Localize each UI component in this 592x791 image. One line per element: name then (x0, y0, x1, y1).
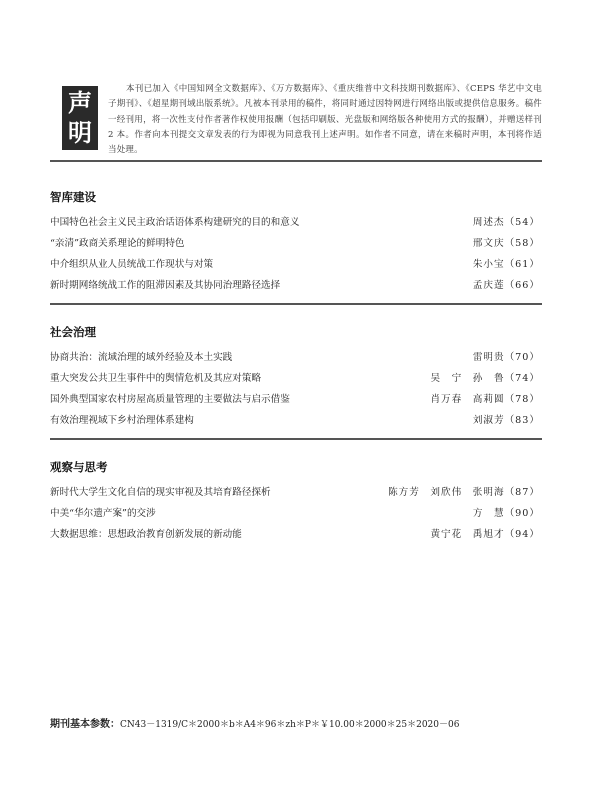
copyright-notice (62, 76, 542, 154)
toc-entry[interactable] (50, 410, 542, 431)
article-authors: 周述杰（54） (472, 217, 540, 228)
article-authors: 方 慧（90） (472, 508, 540, 519)
toc-entry[interactable] (50, 368, 542, 389)
article-title: 中介组织从业人员统战工作现状与对策 (50, 259, 214, 270)
article-authors: 邢文庆（58） (472, 238, 540, 249)
toc-entry[interactable] (50, 524, 542, 545)
article-title: 中国特色社会主义民主政治话语体系构建研究的目的和意义 (50, 217, 300, 228)
toc-entry[interactable] (50, 503, 542, 524)
article-title: “亲清”政商关系理论的鲜明特色 (50, 238, 185, 249)
toc-entry[interactable] (50, 254, 542, 275)
article-title: 大数据思维：思想政治教育创新发展的新动能 (50, 529, 242, 540)
article-title: 新时代大学生文化自信的现实审视及其培育路径探析 (50, 487, 271, 498)
article-title: 重大突发公共卫生事件中的舆情危机及其应对策略 (50, 373, 262, 384)
toc-entry[interactable] (50, 389, 542, 410)
notice-text: 本刊已加入《中国知网全文数据库》、《万方数据库》、《重庆维普中文科技期刊数据库》、《CEPS 华艺中文电子期刊》、《超星期刊域出版系统》。凡被本刊录用的稿件，将同时通过因特网进行网络出版或提供信息服务。稿件一经刊用，将一次性支付作者著作权使用报酬（包括印刷版、光盘版和网络版各种使用方式的报酬），并赠送样刊 2 本。作者向本刊提交文章发表的行为即视为同意我刊上述声明。如作者不同意，请在来稿时声明，本刊将作适当处理。 (108, 84, 542, 156)
toc-entry[interactable] (50, 482, 542, 503)
article-authors: 朱小宝（61） (472, 259, 540, 270)
divider (50, 438, 542, 440)
notice-badge-char: 声 (68, 89, 92, 117)
section-title: 社会治理 (50, 325, 96, 339)
journal-parameters-value: CN43－1319/C＊2000＊b＊A4＊96＊zh＊P＊￥10.00＊2000＊25＊2020－06 (120, 720, 460, 730)
article-title: 国外典型国家农村房屋高质量管理的主要做法与启示借鉴 (50, 394, 290, 405)
section-observation (50, 458, 542, 545)
article-title: 中美“华尔遗产案”的交涉 (50, 508, 156, 519)
section-think-tank (50, 188, 542, 296)
notice-badge-char: 明 (68, 119, 92, 147)
article-authors: 孟庆莲（66） (472, 280, 540, 291)
toc-entry[interactable] (50, 275, 542, 296)
divider (50, 160, 542, 162)
article-authors: 陈方芳 刘欣伟 张明海（87） (388, 487, 540, 498)
article-authors: 吴 宁 孙 鲁（74） (430, 373, 540, 384)
divider (50, 303, 542, 305)
article-title: 有效治理视域下乡村治理体系建构 (50, 415, 194, 426)
article-authors: 刘淑芳（83） (472, 415, 540, 426)
section-title: 观察与思考 (50, 460, 108, 474)
article-title: 协商共治：流域治理的域外经验及本土实践 (50, 352, 233, 363)
article-authors: 黄宁花 禹旭才（94） (430, 529, 540, 540)
toc-entry[interactable] (50, 347, 542, 368)
journal-parameters (50, 715, 459, 730)
toc-entry[interactable] (50, 233, 542, 254)
journal-parameters-label: 期刊基本参数： (50, 719, 120, 730)
toc-entry[interactable] (50, 212, 542, 233)
article-authors: 雷明贵（70） (472, 352, 540, 363)
article-title: 新时期网络统战工作的阻滞因素及其协同治理路径选择 (50, 280, 281, 291)
notice-badge (62, 86, 98, 150)
section-social-governance (50, 323, 542, 431)
article-authors: 肖万春 高莉圆（78） (430, 394, 540, 405)
section-title: 智库建设 (50, 190, 96, 204)
